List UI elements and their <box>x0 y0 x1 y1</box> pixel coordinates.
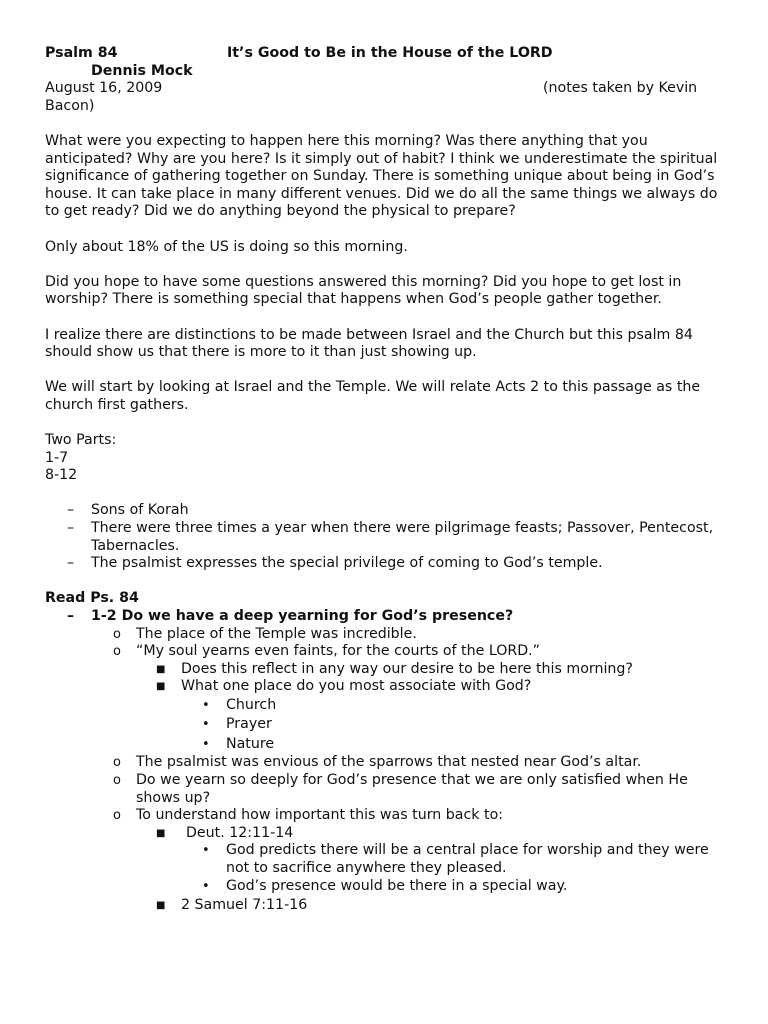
list-item-text: “My soul yearns even faints, for the courts of the LORD.” <box>136 643 541 660</box>
read-heading: Read Ps. 84 <box>45 590 139 607</box>
header-row <box>45 45 725 63</box>
dash-marker: – <box>67 502 75 519</box>
outline-point-text: 1-2 Do we have a deep yearning for God’s presence? <box>91 608 514 624</box>
list-item <box>45 807 725 825</box>
list-item <box>45 696 725 716</box>
circle-marker: o <box>113 773 121 789</box>
list-item-text: Deut. 12:11-14 <box>186 824 294 841</box>
list-item <box>45 842 725 877</box>
square-marker: ■ <box>156 827 166 839</box>
list-item-text: Does this reflect in any way our desire to be here this morning? <box>181 660 633 677</box>
dot-marker: • <box>202 717 210 733</box>
list-item-text: 2 Samuel 7:11-16 <box>181 897 308 914</box>
list-item <box>45 754 725 772</box>
list-item <box>45 643 725 661</box>
dash-marker: – <box>67 608 75 624</box>
list-item <box>45 772 725 807</box>
list-item <box>45 735 725 755</box>
list-item-text: The place of the Temple was incredible. <box>136 625 417 642</box>
dash-marker: – <box>67 520 75 537</box>
paragraph: We will start by looking at Israel and the Temple. We will relate Acts 2 to this passage as the church first gathers. <box>45 379 701 413</box>
square-marker: ■ <box>156 900 166 912</box>
circle-marker: o <box>113 808 121 824</box>
paragraph: Only about 18% of the US is doing so this morning. <box>45 238 408 255</box>
dot-marker: • <box>202 843 210 859</box>
list-item-text: Prayer <box>226 716 272 733</box>
list-item <box>45 502 725 520</box>
outline-point <box>45 608 725 626</box>
circle-marker: o <box>113 755 121 771</box>
two-parts-label: Two Parts: <box>45 432 117 449</box>
list-item <box>45 555 725 573</box>
part-range: 8-12 <box>45 467 78 484</box>
list-item <box>45 878 725 896</box>
list-item-text: To understand how important this was turn back to: <box>136 807 504 824</box>
dot-marker: • <box>202 736 210 752</box>
circle-marker: o <box>113 644 121 660</box>
sermon-title: It’s Good to Be in the House of the LORD <box>227 45 553 61</box>
list-item <box>45 715 725 735</box>
square-marker: ■ <box>156 681 166 693</box>
psalm-label: Psalm 84 <box>45 45 118 61</box>
part-range: 1-7 <box>45 449 69 466</box>
paragraph: I realize there are distinctions to be made between Israel and the Church but this psalm 84 should show us that there is more to it than just showing up. <box>45 326 693 361</box>
list-item <box>45 678 725 696</box>
dash-marker: – <box>67 555 75 572</box>
list-item-text: God’s presence would be there in a special way. <box>226 877 568 894</box>
list-item <box>45 897 725 915</box>
list-item-text: Nature <box>226 735 275 752</box>
paragraph: Did you hope to have some questions answered this morning? Did you hope to get lost in worship? There is something special that happens when God’s people gather together. <box>45 273 682 308</box>
list-item <box>45 661 725 679</box>
speaker-name: Dennis Mock <box>91 62 193 79</box>
list-item-text: Church <box>226 696 277 713</box>
list-item <box>45 520 725 555</box>
dot-marker: • <box>202 878 210 894</box>
list-item-text: The psalmist was envious of the sparrows that nested near God’s altar. <box>136 754 642 771</box>
list-item-text: There were three times a year when there were pilgrimage feasts; Passover, Pentecost, Tabernacles. <box>91 520 714 554</box>
dot-marker: • <box>202 697 210 713</box>
date-row <box>45 80 725 98</box>
list-item <box>45 825 725 843</box>
notes-attribution-cont: Bacon) <box>45 97 95 114</box>
list-item-text: God predicts there will be a central place for worship and they were not to sacrifice anywhere they pleased. <box>226 842 709 877</box>
document-page <box>45 45 725 915</box>
list-item-text: What one place do you most associate with God? <box>181 678 532 695</box>
list-item-text: Do we yearn so deeply for God’s presence that we are only satisfied when He shows up? <box>136 772 688 806</box>
list-item <box>45 626 725 644</box>
paragraph: What were you expecting to happen here this morning? Was there anything that you anticipated? Why are you here? Is it simply out of habit? I think we underestimate the spiritual significance of gathering together on Sunday. There is something unique about being in God’s house. It can take place in many different venues. Did we do all the same things we always do to get ready? Did we do anything beyond the physical to prepare? <box>45 132 718 220</box>
list-item-text: The psalmist expresses the special privilege of coming to God’s temple. <box>91 555 603 572</box>
list-item-text: Sons of Korah <box>91 502 189 519</box>
circle-marker: o <box>113 626 121 642</box>
sermon-date: August 16, 2009 <box>45 80 163 97</box>
notes-attribution: (notes taken by Kevin <box>543 80 698 97</box>
square-marker: ■ <box>156 663 166 675</box>
